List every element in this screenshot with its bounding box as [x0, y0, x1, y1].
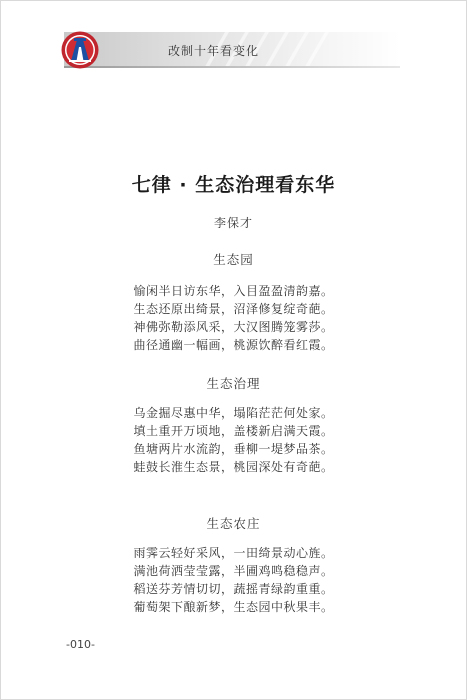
running-head: 改制十年看变化 — [168, 44, 260, 58]
section-heading-ecological-governance: 生态治理 — [206, 376, 261, 391]
poem-line: 雨霁云轻好采风，一田绮景动心旌。 — [133, 546, 334, 560]
poem-line: 葡萄架下酿新梦，生态园中秋果丰。 — [133, 600, 334, 614]
poem-stanza-ecological-park — [0, 282, 467, 354]
poem-line: 曲径通幽一幅画，桃源饮醉看红霞。 — [133, 338, 334, 352]
poem-stanza-ecological-governance — [0, 404, 467, 476]
poem-author: 李保才 — [213, 216, 253, 230]
poem-line: 鱼塘两片水流韵，垂柳一堤梦品茶。 — [133, 442, 334, 456]
poem-line: 满池荷洒莹莹露，半圃鸡鸣稳稳声。 — [133, 564, 334, 578]
section-heading-ecological-park: 生态园 — [213, 252, 254, 267]
poem-line: 愉闲半日访东华，入目盈盈清韵嘉。 — [133, 284, 334, 298]
section-heading-ecological-farm: 生态农庄 — [206, 516, 261, 531]
company-logo-icon — [60, 30, 100, 70]
poem-title: 七律 · 生态治理看东华 — [131, 174, 336, 196]
poem-line: 神佛弥勒添风采，大汉图腾笼雾莎。 — [133, 320, 334, 334]
page-number: -010- — [66, 638, 95, 651]
poem-line: 稻送芬芳情切切，蔬摇青绿韵重重。 — [133, 582, 334, 596]
poem-line: 生态还原出绮景，沼泽修复绽奇葩。 — [133, 302, 334, 316]
page-header — [64, 30, 400, 68]
poem-line: 填土重开万顷地，盖楼新启满天霞。 — [133, 424, 334, 438]
poem-line: 乌金掘尽惠中华，塌陷茫茫何处家。 — [133, 406, 334, 420]
poem-line: 蛙鼓长淮生态景，桃园深处有奇葩。 — [133, 460, 334, 474]
poem-stanza-ecological-farm — [0, 544, 467, 616]
header-rule — [64, 66, 400, 68]
